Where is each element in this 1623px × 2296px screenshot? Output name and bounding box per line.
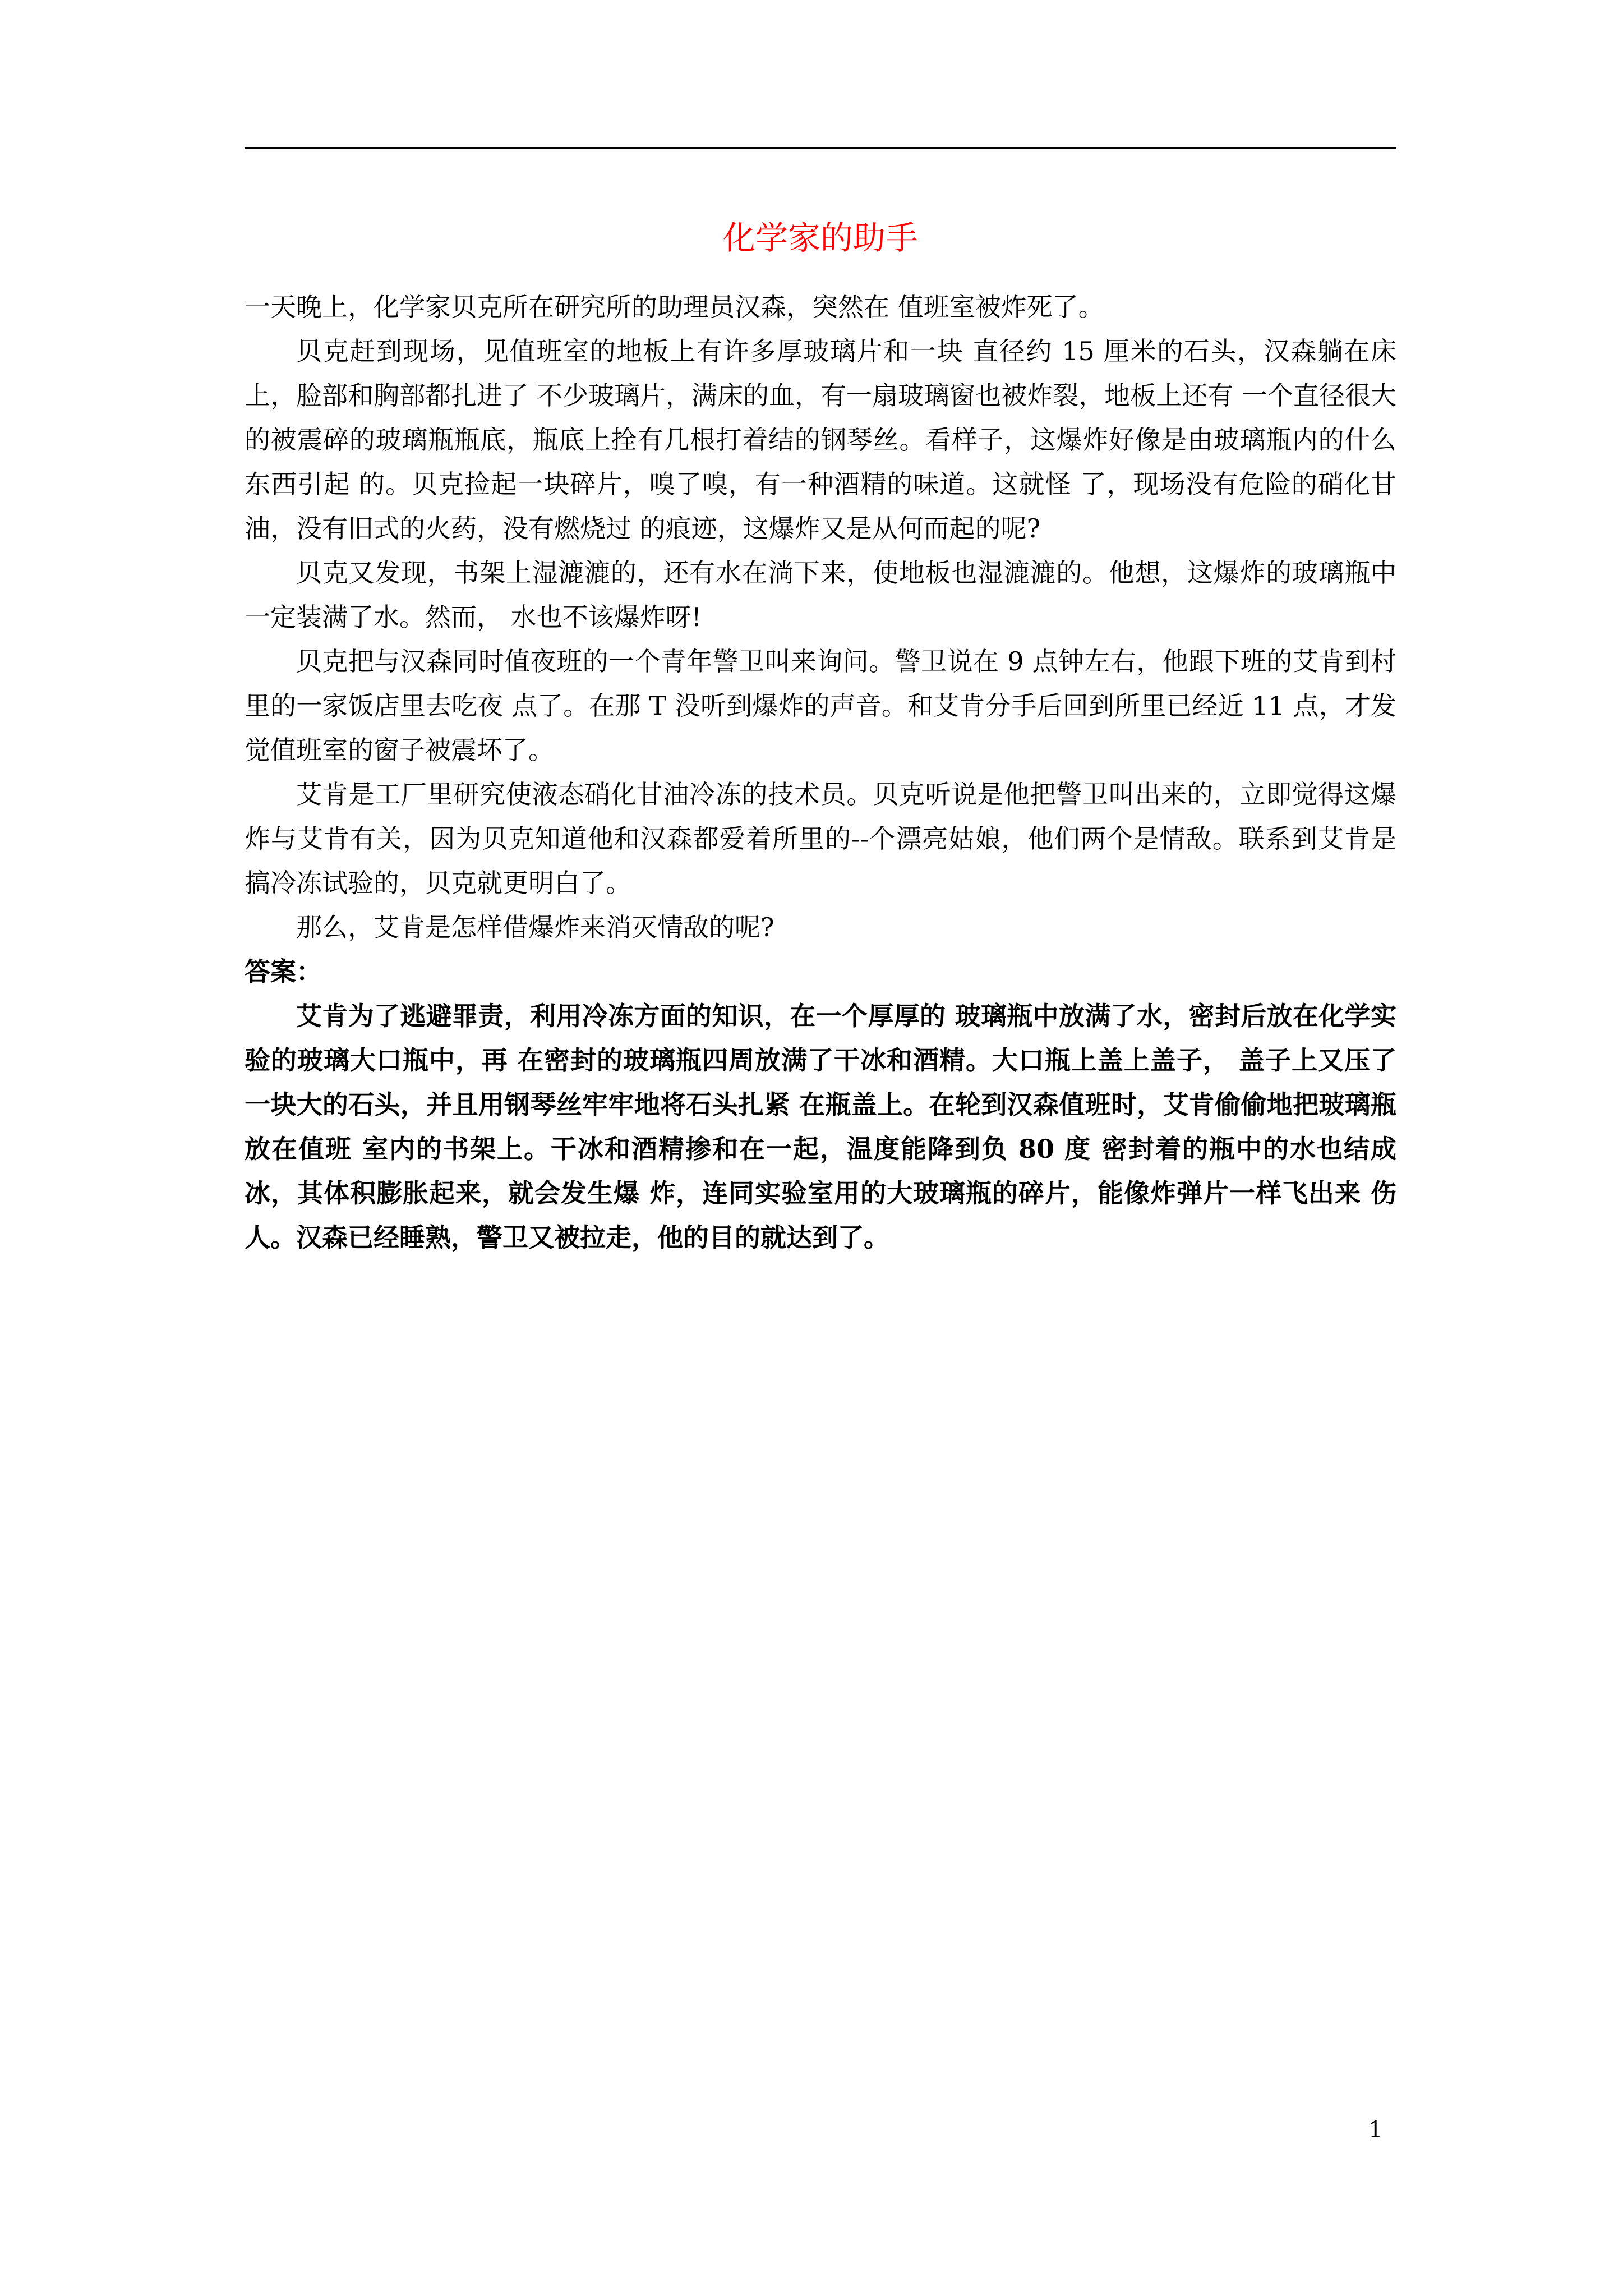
document-title: 化学家的助手	[722, 219, 918, 257]
paragraph-3: 贝克又发现，书架上湿漉漉的，还有水在淌下来，使地板也湿漉漉的。他想，这爆炸的玻璃瓶中一定装满了水。然而， 水也不该爆炸呀!	[245, 558, 1396, 632]
paragraph-6: 那么，艾肯是怎样借爆炸来消灭情敌的呢?	[296, 912, 774, 942]
page-number: 1	[1368, 2117, 1383, 2143]
answer-text: 艾肯为了逃避罪责，利用冷冻方面的知识，在一个厚厚的 玻璃瓶中放满了水，密封后放在化学实验的玻璃大口瓶中，再 在密封的玻璃瓶四周放满了干冰和酒精。大口瓶上盖上盖子， 盖子上又压了一块大的石头，并且用钢琴丝牢牢地将石头扎紧 在瓶盖上。在轮到汉森值班时，艾肯偷偷地把玻璃瓶放在值班 室内的书架上。干冰和酒精掺和在一起，温度能降到负 80 度 密封着的瓶中的水也结成冰，其体积膨胀起来，就会发生爆 炸，连同实验室用的大玻璃瓶的碎片，能像炸弹片一样飞出来 伤人。汉森已经睡熟，警卫又被拉走，他的目的就达到了。	[245, 1001, 1396, 1253]
answer-label: 答案：	[245, 956, 322, 987]
paragraph-1: 一天晚上，化学家贝克所在研究所的助理员汉森，突然在 值班室被炸死了。	[245, 292, 1104, 322]
paragraph-2: 贝克赶到现场，见值班室的地板上有许多厚玻璃片和一块 直径约 15 厘米的石头，汉森躺在床上，脸部和胸部都扎进了 不少玻璃片，满床的血，有一扇玻璃窗也被炸裂，地板上还有 一个直径很大的被震碎的玻璃瓶瓶底，瓶底上拴有几根打着结的钢琴丝。看样子，这爆炸好像是由玻璃瓶内的什么东西引起 的。贝克捡起一块碎片，嗅了嗅，有一种酒精的味道。这就怪 了，现场没有危险的硝化甘油，没有旧式的火药，没有燃烧过 的痕迹，这爆炸又是从何而起的呢?	[245, 336, 1396, 544]
header-rule	[245, 147, 1396, 149]
paragraph-4: 贝克把与汉森同时值夜班的一个青年警卫叫来询问。警卫说在 9 点钟左右，他跟下班的艾肯到村里的一家饭店里去吃夜 点了。在那 T 没听到爆炸的声音。和艾肯分手后回到所里已经近 11 点，才发觉值班室的窗子被震坏了。	[245, 646, 1396, 765]
paragraph-5: 艾肯是工厂里研究使液态硝化甘油冷冻的技术员。贝克听说是他把警卫叫出来的，立即觉得这爆炸与艾肯有关，因为贝克知道他和汉森都爱着所里的--个漂亮姑娘，他们两个是情敌。联系到艾肯是搞冷冻试验的，贝克就更明白了。	[245, 779, 1396, 898]
document-body	[245, 285, 1396, 1260]
